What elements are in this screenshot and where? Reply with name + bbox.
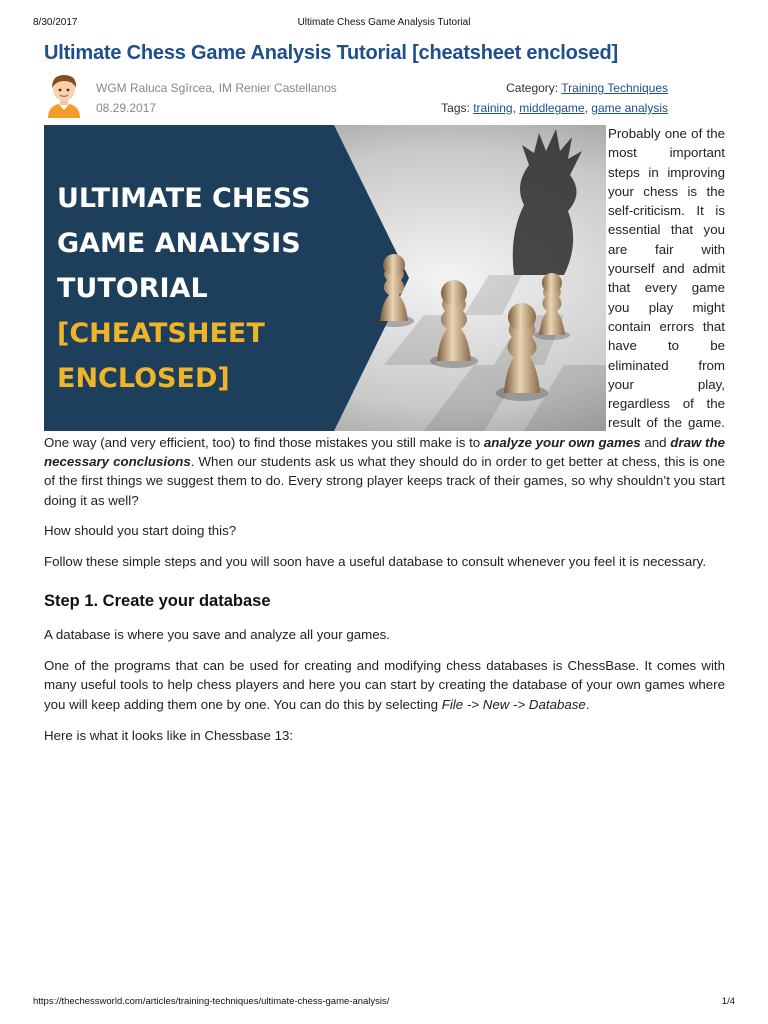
menu-path: File -> New -> Database xyxy=(441,696,586,712)
hero-line-2: GAME ANALYSIS xyxy=(57,228,301,259)
article-body xyxy=(44,124,725,757)
tag-link-game-analysis[interactable]: game analysis xyxy=(591,101,668,115)
hero-line-3: TUTORIAL xyxy=(57,273,208,304)
category-label: Category: xyxy=(506,81,559,95)
hero-line-1: ULTIMATE CHESS xyxy=(57,183,311,214)
intro-text-start: Probably one of the most important steps in improving your chess is the self-criticism. It is essential that you are fair with yourself and admit that every game you play might contain errors that have to be eliminated from your play, regardless of the result of the game. One way (and very efficient, too) to find those mistakes you still make is to xyxy=(44,126,725,450)
print-url: https://thechessworld.com/articles/training-techniques/ultimate-chess-game-analysis/ xyxy=(33,996,390,1007)
article-authors: WGM Raluca Sgîrcea, IM Renier Castellanos xyxy=(96,81,337,95)
intro-text-end: . When our students ask us what they should do in order to get better at chess, this is one of the first things we suggest them to do. Every strong player keeps track of their games, so why shouldn’t you start doing it as well? xyxy=(44,454,726,508)
paragraph-database-definition: A database is where you save and analyze all your games. xyxy=(44,626,390,642)
paragraph-chessbase xyxy=(44,656,725,714)
emphasis-analyze-games: analyze your own games xyxy=(483,434,641,450)
print-date: 8/30/2017 xyxy=(33,17,78,28)
hero-image xyxy=(44,125,606,431)
tags-label: Tags: xyxy=(441,101,470,115)
hero-title xyxy=(57,176,377,401)
hero-accent-line-1: [CHEATSHEET xyxy=(57,318,265,349)
emphasis-draw-conclusions: draw the necessary conclusions xyxy=(44,434,725,470)
paragraph-chessbase13: Here is what it looks like in Chessbase 13: xyxy=(44,728,294,744)
paragraph-follow-steps: Follow these simple steps and you will soon have a useful database to consult whenever you feel it is necessary. xyxy=(44,554,707,570)
step1-heading: Step 1. Create your database xyxy=(44,591,271,610)
article-date: 08.29.2017 xyxy=(96,101,157,115)
tag-link-middlegame[interactable]: middlegame xyxy=(519,101,585,115)
article-title: Ultimate Chess Game Analysis Tutorial [cheatsheet enclosed] xyxy=(44,42,618,64)
tags-row: Tags: training, middlegame, game analysis xyxy=(441,101,668,115)
category-link[interactable]: Training Techniques xyxy=(561,81,668,95)
hero-accent-line-2: ENCLOSED] xyxy=(57,363,230,394)
print-footer xyxy=(33,996,735,1008)
paragraph-how-start: How should you start doing this? xyxy=(44,522,237,538)
tag-link-training[interactable]: training xyxy=(473,101,513,115)
category-row xyxy=(441,81,668,95)
chessbase-text-end: . xyxy=(585,696,590,712)
author-avatar-icon xyxy=(44,72,84,118)
intro-text-mid: and xyxy=(640,434,671,450)
print-title: Ultimate Chess Game Analysis Tutorial xyxy=(297,17,471,28)
article-taxonomy xyxy=(441,81,668,115)
article-meta xyxy=(96,81,337,115)
chessbase-text-start: One of the programs that can be used for creating and modifying chess databases is ChessBase. It comes with many useful tools to help chess players and here you can start by creating the database of your own games where you will keep adding them one by one. You can do this by selecting xyxy=(44,658,725,712)
print-header xyxy=(33,17,735,31)
page-number: 1/4 xyxy=(721,996,735,1007)
